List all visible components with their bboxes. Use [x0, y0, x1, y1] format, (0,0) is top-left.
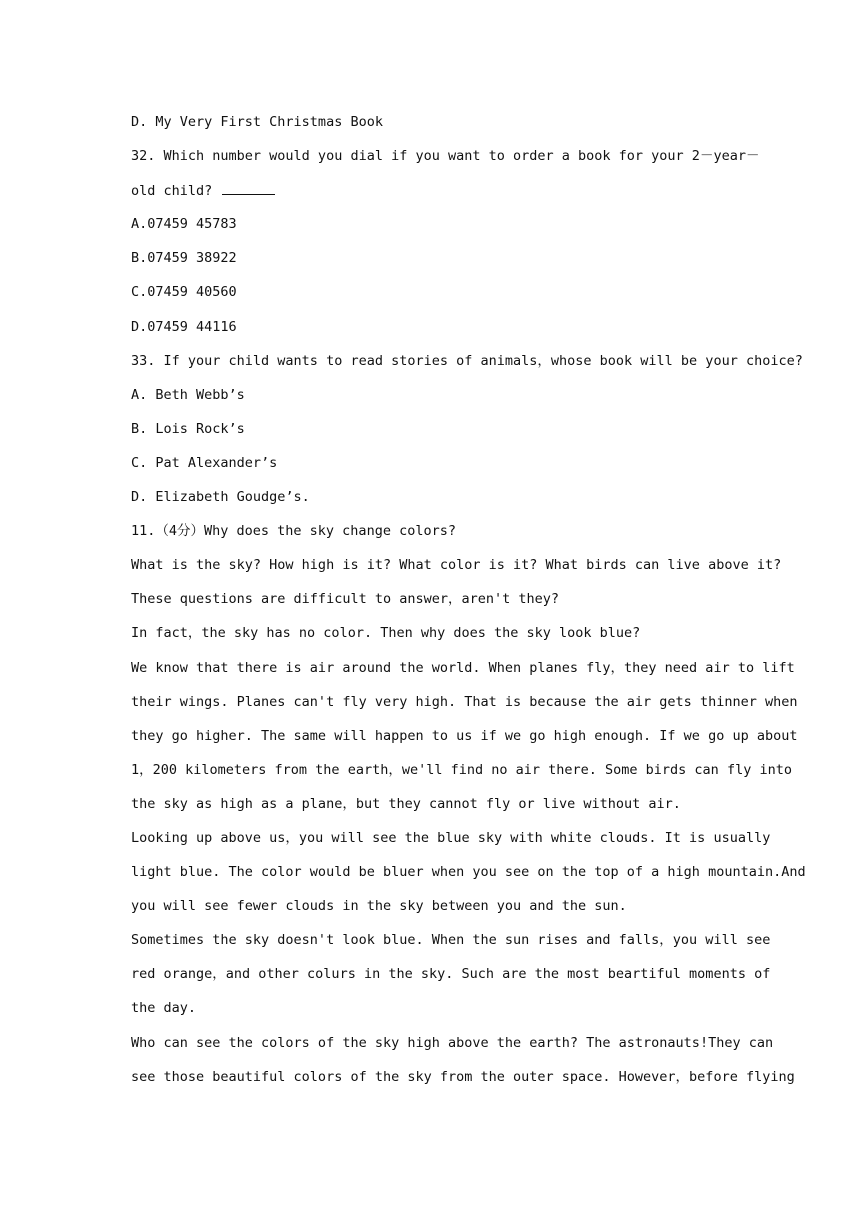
q33-option-b: B. Lois Rock’s [131, 420, 245, 437]
passage-line: see those beautiful colors of the sky from the outer space. However，before flying [131, 1068, 795, 1085]
q32-question-line1: 32. Which number would you dial if you want to order a book for your 2－year－ [131, 148, 760, 165]
q33-option-a: A. Beth Webb’s [131, 386, 245, 403]
passage-line: Who can see the colors of the sky high above the earth? The astronauts!They can [131, 1034, 774, 1051]
passage-line: 1，200 kilometers from the earth，we'll find no air there. Some birds can fly into [131, 761, 792, 778]
page-content [131, 112, 806, 1101]
section-11-heading: 11.（4分）Why does the sky change colors? [131, 523, 456, 540]
q32-option-c: C.07459 40560 [131, 284, 237, 301]
passage-line: the sky as high as a plane，but they cannot fly or live without air. [131, 795, 681, 812]
passage-line: you will see fewer clouds in the sky between you and the sun. [131, 898, 627, 915]
passage-line: red orange，and other colurs in the sky. Such are the most beartiful moments of [131, 966, 771, 983]
q33-question: 33. If your child wants to read stories of animals，whose book will be your choice? [131, 352, 803, 369]
passage-line: In fact，the sky has no color. Then why does the sky look blue? [131, 625, 641, 642]
q32-question-line2 [131, 180, 734, 214]
passage-line: Looking up above us，you will see the blue sky with white clouds. It is usually [131, 829, 771, 846]
answer-blank [222, 180, 275, 195]
passage-line: light blue. The color would be bluer when you see on the top of a high mountain.And [131, 864, 806, 881]
passage-line: These questions are difficult to answer，aren't they? [131, 591, 560, 608]
passage-line: We know that there is air around the world. When planes fly，they need air to lift [131, 659, 795, 676]
q32-question-text: old child? [131, 183, 213, 200]
passage-line: What is the sky? How high is it? What color is it? What birds can live above it? [131, 557, 782, 574]
passage-line: their wings. Planes can't fly very high. That is because the air gets thinner when [131, 693, 798, 710]
q31-option-d: D. My Very First Christmas Book [131, 114, 383, 130]
passage-line: Sometimes the sky doesn't look blue. When the sun rises and falls，you will see [131, 932, 771, 949]
q33-option-d: D. Elizabeth Goudge’s. [131, 489, 310, 506]
passage-line: the day. [131, 1000, 197, 1017]
passage-line: they go higher. The same will happen to us if we go high enough. If we go up about [131, 727, 798, 744]
q33-option-c: C. Pat Alexander’s [131, 454, 278, 471]
q32-option-a: A.07459 45783 [131, 216, 237, 233]
q32-option-d: D.07459 44116 [131, 318, 237, 335]
q32-option-b: B.07459 38922 [131, 250, 237, 267]
